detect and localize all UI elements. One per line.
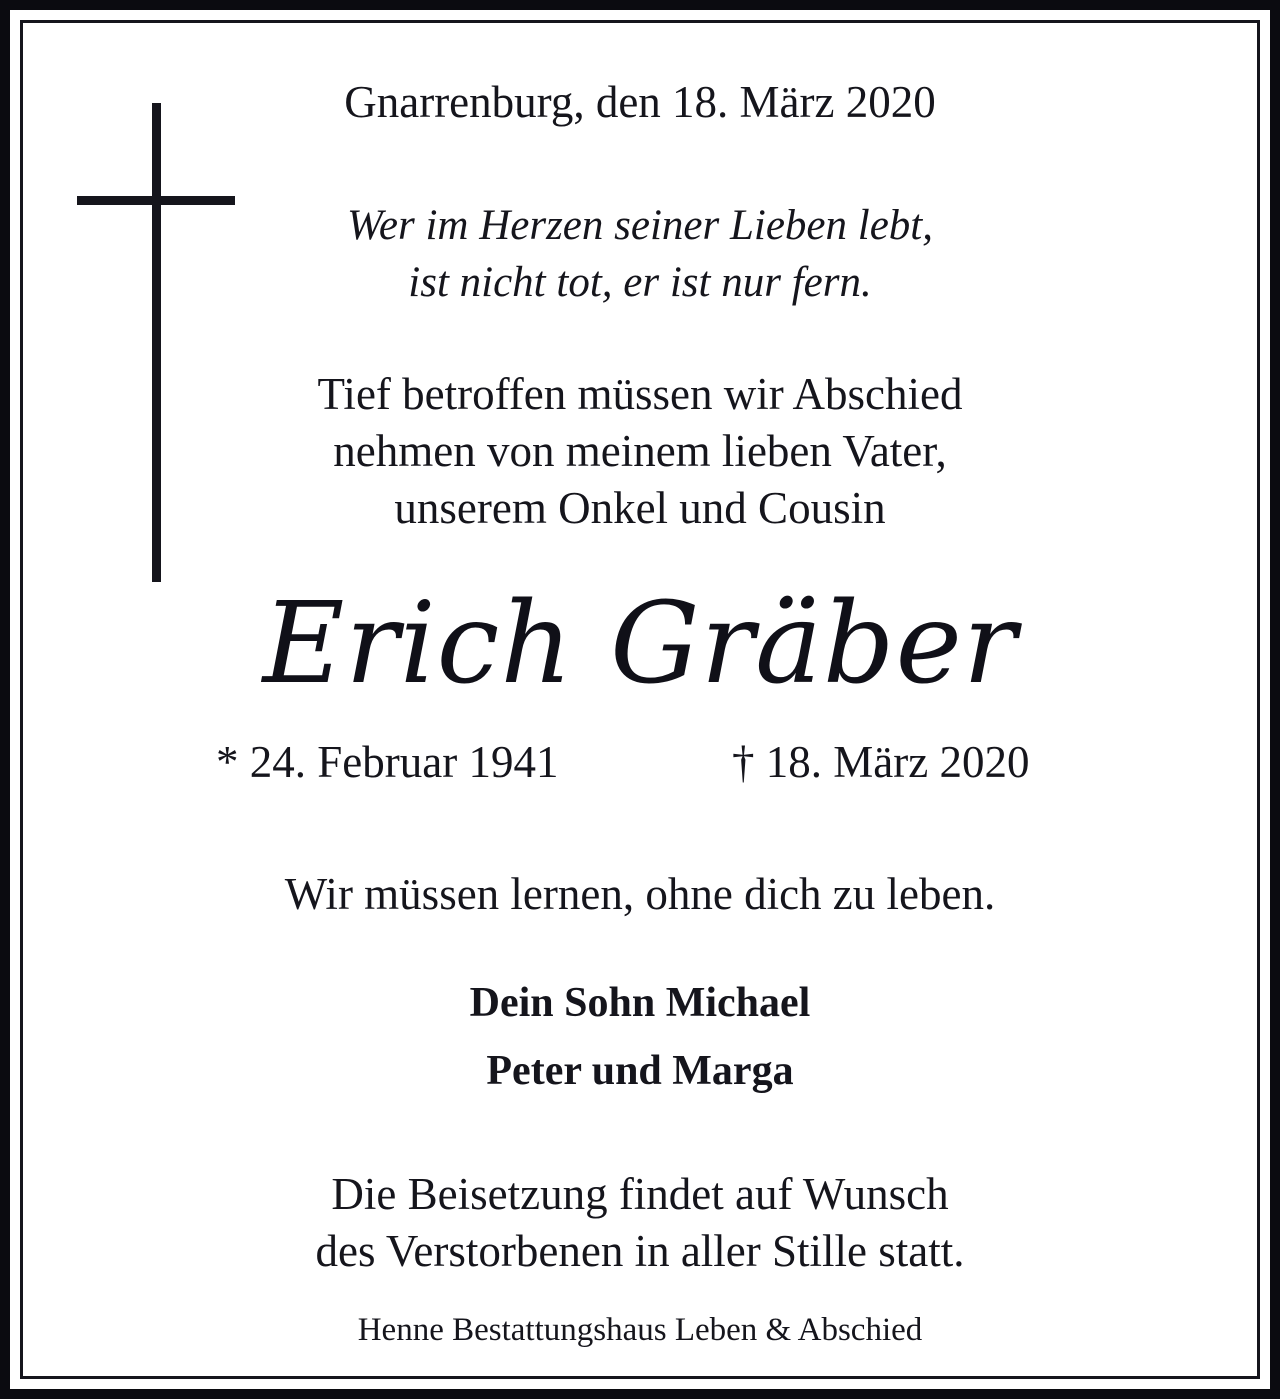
signature-line-1: Dein Sohn Michael (469, 980, 811, 1026)
place-date: Gnarrenburg, den 18. März 2020 (344, 77, 936, 127)
signature-line-2: Peter und Marga (486, 1048, 794, 1094)
obituary-notice (10, 10, 1270, 1389)
birth-date: * 24. Februar 1941 (216, 737, 559, 787)
burial-line-1: Die Beisetzung findet auf Wunsch (331, 1169, 949, 1219)
message-line-1: Tief betroffen müssen wir Abschied (317, 369, 963, 419)
farewell-line: Wir müssen lernen, ohne dich zu leben. (284, 869, 996, 919)
deceased-name: Erich Gräber (262, 579, 1018, 709)
quote-line-2: ist nicht tot, er ist nur fern. (408, 259, 872, 306)
undertaker: Henne Bestattungshaus Leben & Abschied (357, 1312, 923, 1348)
message-line-2: nehmen von meinem lieben Vater, (333, 426, 947, 476)
burial-line-2: des Verstorbenen in aller Stille statt. (315, 1226, 965, 1276)
quote-line-1: Wer im Herzen seiner Lieben lebt, (347, 202, 933, 249)
message-line-3: unserem Onkel und Cousin (394, 483, 886, 533)
death-date: † 18. März 2020 (732, 737, 1030, 787)
